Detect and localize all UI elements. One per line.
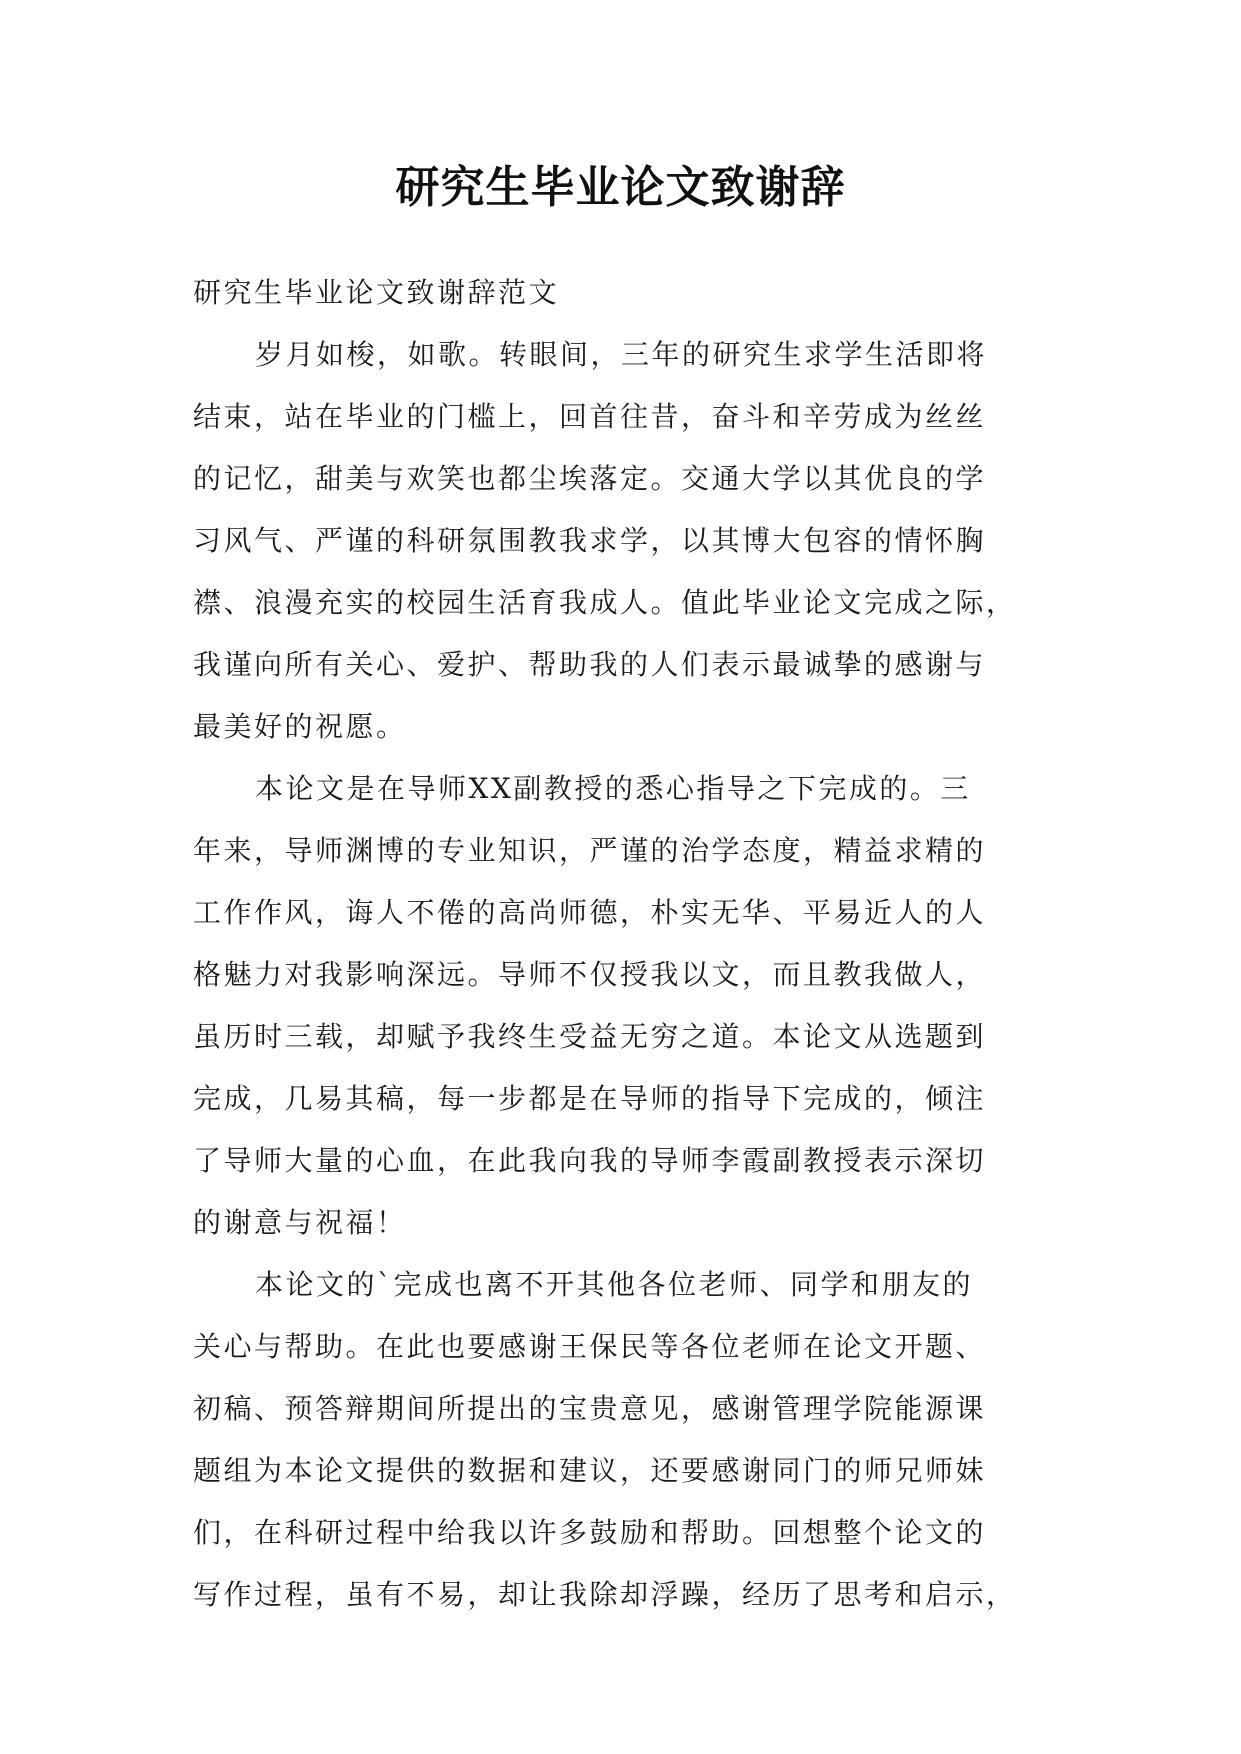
paragraph-line: 题组为本论文提供的数据和建议，还要感谢同门的师兄师妹 bbox=[193, 1454, 987, 1487]
paragraph-line: 结束，站在毕业的门槛上，回首往昔，奋斗和辛劳成为丝丝 bbox=[193, 400, 987, 433]
paragraph-line: 完成，几易其稿，每一步都是在导师的指导下完成的，倾注 bbox=[193, 1082, 987, 1115]
paragraph-line: 襟、浪漫充实的校园生活育我成人。值此毕业论文完成之际， bbox=[193, 586, 1017, 619]
document-body bbox=[193, 262, 1055, 1626]
paragraph-line: 格魅力对我影响深远。导师不仅授我以文，而且教我做人， bbox=[193, 958, 987, 991]
paragraph bbox=[193, 1254, 1055, 1626]
paragraph-line: 初稿、预答辩期间所提出的宝贵意见，感谢管理学院能源课 bbox=[193, 1392, 987, 1425]
document-subtitle: 研究生毕业论文致谢辞范文 bbox=[193, 276, 560, 309]
document-title: 研究生毕业论文致谢辞 bbox=[395, 162, 846, 213]
paragraph-line: 的谢意与祝福！ bbox=[193, 1206, 407, 1239]
paragraph-line: 本论文的`完成也离不开其他各位老师、同学和朋友的 bbox=[255, 1268, 974, 1301]
paragraph-line: 们，在科研过程中给我以许多鼓励和帮助。回想整个论文的 bbox=[193, 1516, 987, 1549]
paragraph bbox=[193, 324, 1055, 758]
paragraph-line: 的记忆，甜美与欢笑也都尘埃落定。交通大学以其优良的学 bbox=[193, 462, 987, 495]
paragraph-line: 工作作风，诲人不倦的高尚师德，朴实无华、平易近人的人 bbox=[193, 896, 987, 929]
paragraph-line: 写作过程，虽有不易，却让我除却浮躁，经历了思考和启示， bbox=[193, 1578, 1017, 1611]
paragraph-line: 年来，导师渊博的专业知识，严谨的治学态度，精益求精的 bbox=[193, 834, 987, 867]
paragraph-line: 我谨向所有关心、爱护、帮助我的人们表示最诚挚的感谢与 bbox=[193, 648, 987, 681]
paragraph-line: 岁月如梭，如歌。转眼间，三年的研究生求学生活即将 bbox=[255, 338, 988, 371]
paragraph-line: 最美好的祝愿。 bbox=[193, 710, 407, 743]
paragraph-line: 习风气、严谨的科研氛围教我求学，以其博大包容的情怀胸 bbox=[193, 524, 987, 557]
paragraph-line: 本论文是在导师XX副教授的悉心指导之下完成的。三 bbox=[255, 772, 971, 805]
paragraph-line: 虽历时三载，却赋予我终生受益无穷之道。本论文从选题到 bbox=[193, 1020, 987, 1053]
paragraph-line: 关心与帮助。在此也要感谢王保民等各位老师在论文开题、 bbox=[193, 1330, 987, 1363]
paragraph-line: 了导师大量的心血，在此我向我的导师李霞副教授表示深切 bbox=[193, 1144, 987, 1177]
paragraph bbox=[193, 758, 1055, 1254]
